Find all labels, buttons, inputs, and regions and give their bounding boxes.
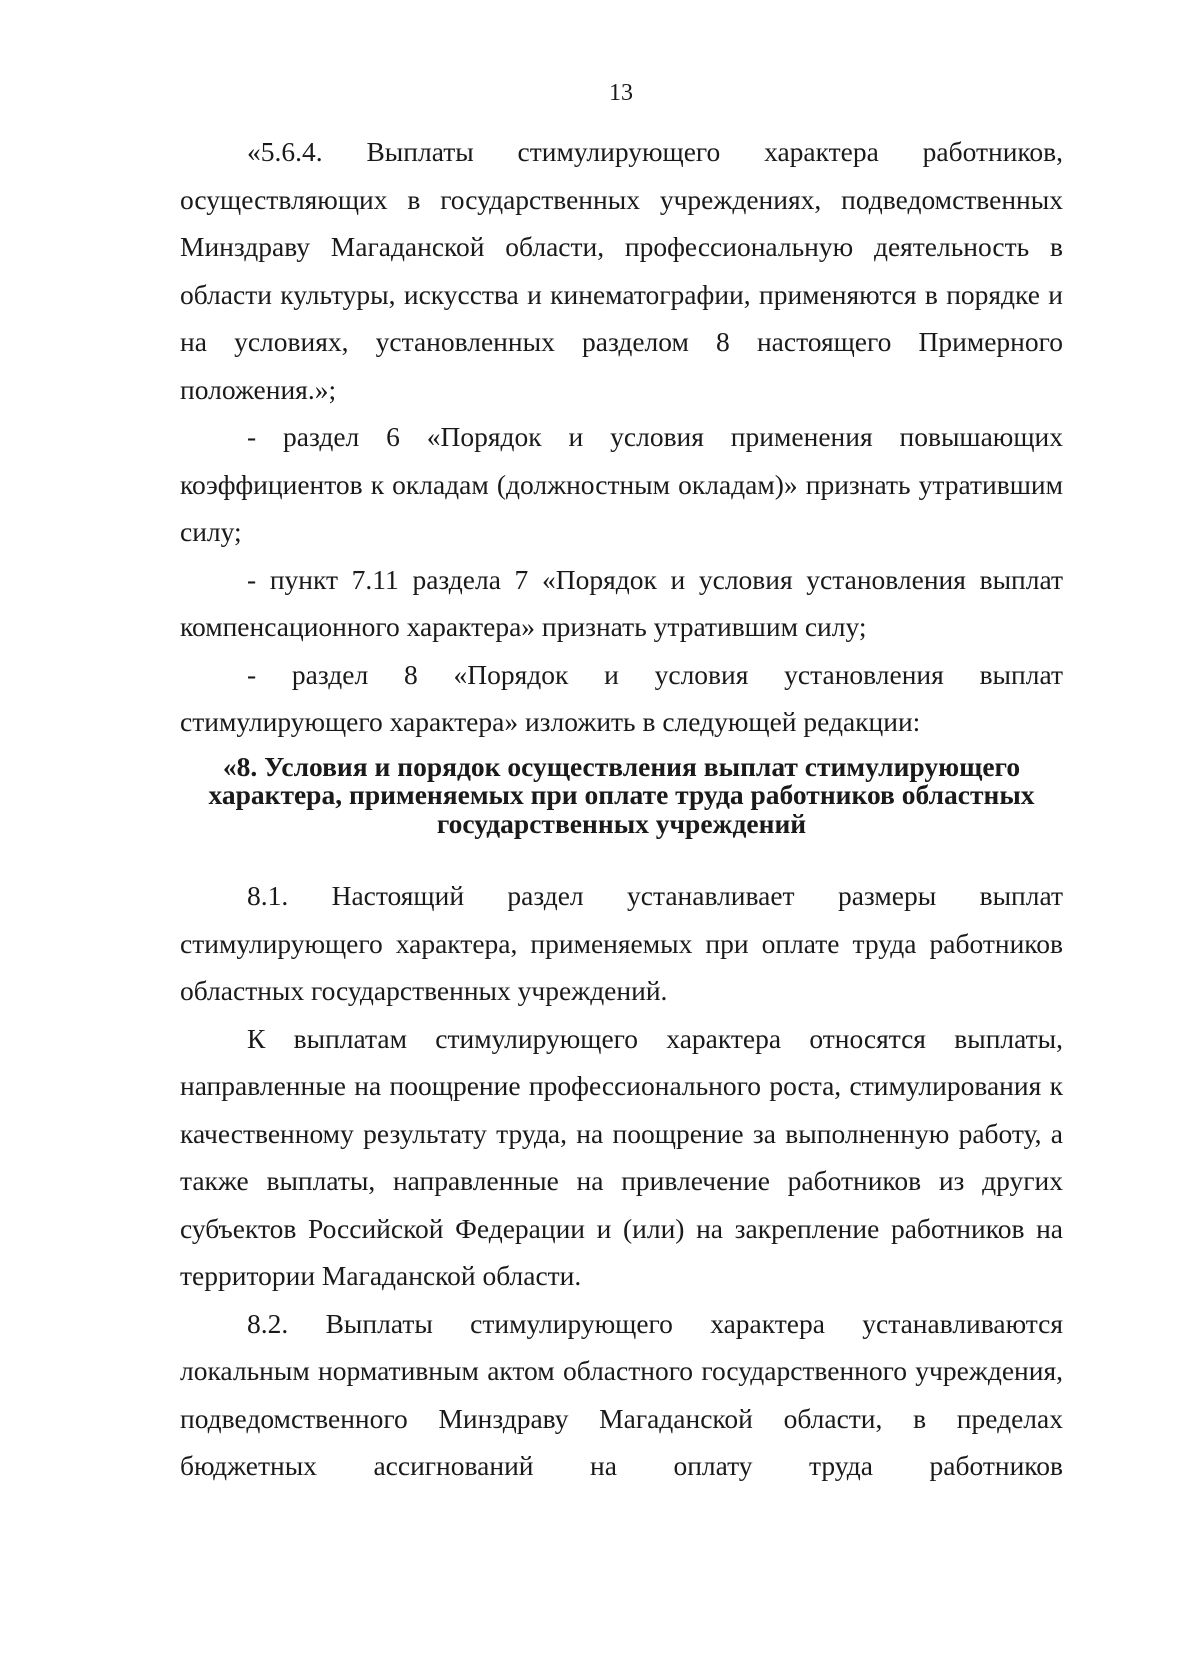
section-8-heading [180,750,1063,839]
paragraph-8-2: 8.2. Выплаты стимулирующего характера устанавливаются локальным нормативным актом областного государственного учреждения, подведомственного Минздраву Магаданской области, в пределах бюджетных ассигнований на оплату труда работников [180,1307,1063,1481]
page-number: 13 [609,80,633,106]
heading-line-2: характера, применяемых при оплате труда работников областных [208,779,1035,810]
paragraph-section-8: - раздел 8 «Порядок и условия установления выплат стимулирующего характера» изложить в следующей редакции: [180,658,1063,737]
paragraph-8-1: 8.1. Настоящий раздел устанавливает размеры выплат стимулирующего характера, применяемых при оплате труда работников областных государственных учреждений. [180,880,1063,1006]
paragraph-section-6: - раздел 6 «Порядок и условия применения повышающих коэффициентов к окладам (должностным окладам)» признать утратившим силу; [180,421,1063,547]
paragraph-item-7-11: - пункт 7.11 раздела 7 «Порядок и условия установления выплат компенсационного характера» признать утратившим силу; [180,563,1063,642]
heading-line-1: «8. Условия и порядок осуществления выплат стимулирующего [222,750,1021,782]
document-body [180,128,1063,1490]
paragraph-5-6-4: «5.6.4. Выплаты стимулирующего характера работников, осуществляющих в государственных учреждениях, подведомственных Минздраву Магаданской области, профессиональную деятельность в области культуры, искусства и кинематографии, применяются в порядке и на условиях, установленных разделом 8 настоящего Примерного положения.»; [180,136,1063,405]
heading-line-3: государственных учреждений [436,807,807,839]
paragraph-incentive-payments: К выплатам стимулирующего характера относятся выплаты, направленные на поощрение профессионального роста, стимулирования к качественному результату труда, на поощрение за выполненную работу, а также выплаты, направленные на привлечение работников из других субъектов Российской Федерации и (или) на закрепление работников на территории Магаданской области. [180,1022,1063,1291]
